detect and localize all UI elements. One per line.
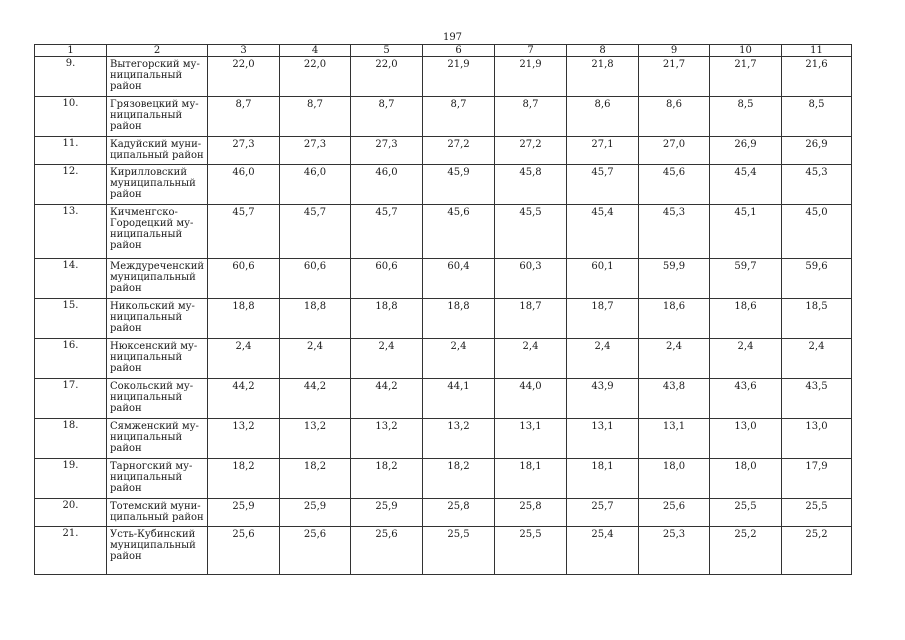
value-cell: 18,0 bbox=[710, 459, 782, 499]
value-cell: 18,8 bbox=[351, 299, 423, 339]
value-cell: 43,8 bbox=[639, 379, 710, 419]
value-cell: 2,4 bbox=[280, 339, 351, 379]
value-cell: 60,6 bbox=[280, 259, 351, 299]
value-cell: 59,9 bbox=[639, 259, 710, 299]
row-number: 9. bbox=[35, 57, 107, 97]
value-cell: 8,7 bbox=[423, 97, 495, 137]
district-name: Нюксенский му- ниципальный район bbox=[107, 339, 208, 379]
value-cell: 45,8 bbox=[495, 165, 567, 205]
value-cell: 44,2 bbox=[280, 379, 351, 419]
value-cell: 27,3 bbox=[280, 137, 351, 165]
value-cell: 27,1 bbox=[567, 137, 639, 165]
value-cell: 45,3 bbox=[782, 165, 852, 205]
value-cell: 45,3 bbox=[639, 205, 710, 259]
row-number: 12. bbox=[35, 165, 107, 205]
value-cell: 21,8 bbox=[567, 57, 639, 97]
value-cell: 44,2 bbox=[351, 379, 423, 419]
column-header: 2 bbox=[107, 45, 208, 57]
district-name: Сокольский му- ниципальный район bbox=[107, 379, 208, 419]
value-cell: 18,2 bbox=[351, 459, 423, 499]
value-cell: 21,7 bbox=[710, 57, 782, 97]
value-cell: 13,2 bbox=[208, 419, 280, 459]
column-header: 8 bbox=[567, 45, 639, 57]
district-name: Тотемский муни- ципальный район bbox=[107, 499, 208, 527]
value-cell: 18,5 bbox=[782, 299, 852, 339]
value-cell: 27,2 bbox=[423, 137, 495, 165]
district-name: Сямженский му- ниципальный район bbox=[107, 419, 208, 459]
district-name: Никольский му- ниципальный район bbox=[107, 299, 208, 339]
value-cell: 25,4 bbox=[567, 527, 639, 575]
value-cell: 25,2 bbox=[710, 527, 782, 575]
value-cell: 44,1 bbox=[423, 379, 495, 419]
value-cell: 13,1 bbox=[567, 419, 639, 459]
table-row bbox=[35, 97, 852, 137]
table-row bbox=[35, 379, 852, 419]
column-header: 11 bbox=[782, 45, 852, 57]
value-cell: 13,0 bbox=[710, 419, 782, 459]
value-cell: 60,4 bbox=[423, 259, 495, 299]
value-cell: 25,2 bbox=[782, 527, 852, 575]
value-cell: 18,2 bbox=[208, 459, 280, 499]
value-cell: 45,7 bbox=[208, 205, 280, 259]
district-name: Вытегорский му- ниципальный район bbox=[107, 57, 208, 97]
district-name: Усть-Кубинский муниципальный район bbox=[107, 527, 208, 575]
value-cell: 43,6 bbox=[710, 379, 782, 419]
value-cell: 17,9 bbox=[782, 459, 852, 499]
value-cell: 46,0 bbox=[351, 165, 423, 205]
value-cell: 21,9 bbox=[423, 57, 495, 97]
value-cell: 8,7 bbox=[208, 97, 280, 137]
row-number: 14. bbox=[35, 259, 107, 299]
value-cell: 26,9 bbox=[710, 137, 782, 165]
column-header: 3 bbox=[208, 45, 280, 57]
row-number: 19. bbox=[35, 459, 107, 499]
value-cell: 45,7 bbox=[351, 205, 423, 259]
value-cell: 43,5 bbox=[782, 379, 852, 419]
value-cell: 45,6 bbox=[639, 165, 710, 205]
value-cell: 25,6 bbox=[351, 527, 423, 575]
value-cell: 25,5 bbox=[782, 499, 852, 527]
column-header: 6 bbox=[423, 45, 495, 57]
table-header-row bbox=[35, 45, 852, 57]
value-cell: 2,4 bbox=[782, 339, 852, 379]
row-number: 11. bbox=[35, 137, 107, 165]
value-cell: 21,7 bbox=[639, 57, 710, 97]
value-cell: 8,7 bbox=[351, 97, 423, 137]
district-name: Кадуйский муни- ципальный район bbox=[107, 137, 208, 165]
value-cell: 18,2 bbox=[423, 459, 495, 499]
value-cell: 8,5 bbox=[782, 97, 852, 137]
value-cell: 25,5 bbox=[495, 527, 567, 575]
value-cell: 25,6 bbox=[208, 527, 280, 575]
value-cell: 25,5 bbox=[710, 499, 782, 527]
row-number: 15. bbox=[35, 299, 107, 339]
value-cell: 59,6 bbox=[782, 259, 852, 299]
value-cell: 45,7 bbox=[567, 165, 639, 205]
table-row bbox=[35, 259, 852, 299]
value-cell: 27,2 bbox=[495, 137, 567, 165]
value-cell: 18,2 bbox=[280, 459, 351, 499]
value-cell: 25,3 bbox=[639, 527, 710, 575]
value-cell: 45,4 bbox=[710, 165, 782, 205]
district-name: Тарногский му- ниципальный район bbox=[107, 459, 208, 499]
district-name: Кирилловский муниципальный район bbox=[107, 165, 208, 205]
value-cell: 25,8 bbox=[495, 499, 567, 527]
value-cell: 45,5 bbox=[495, 205, 567, 259]
value-cell: 13,2 bbox=[280, 419, 351, 459]
column-header: 10 bbox=[710, 45, 782, 57]
table-row bbox=[35, 205, 852, 259]
table-row bbox=[35, 299, 852, 339]
value-cell: 2,4 bbox=[423, 339, 495, 379]
row-number: 16. bbox=[35, 339, 107, 379]
value-cell: 18,7 bbox=[495, 299, 567, 339]
row-number: 20. bbox=[35, 499, 107, 527]
value-cell: 45,1 bbox=[710, 205, 782, 259]
value-cell: 45,7 bbox=[280, 205, 351, 259]
value-cell: 13,0 bbox=[782, 419, 852, 459]
value-cell: 13,2 bbox=[351, 419, 423, 459]
value-cell: 43,9 bbox=[567, 379, 639, 419]
column-header: 5 bbox=[351, 45, 423, 57]
value-cell: 59,7 bbox=[710, 259, 782, 299]
value-cell: 21,9 bbox=[495, 57, 567, 97]
value-cell: 13,2 bbox=[423, 419, 495, 459]
value-cell: 2,4 bbox=[567, 339, 639, 379]
value-cell: 44,0 bbox=[495, 379, 567, 419]
column-header: 9 bbox=[639, 45, 710, 57]
value-cell: 25,9 bbox=[351, 499, 423, 527]
value-cell: 18,7 bbox=[567, 299, 639, 339]
table-row bbox=[35, 137, 852, 165]
value-cell: 60,6 bbox=[351, 259, 423, 299]
value-cell: 27,3 bbox=[208, 137, 280, 165]
value-cell: 21,6 bbox=[782, 57, 852, 97]
column-header: 7 bbox=[495, 45, 567, 57]
value-cell: 44,2 bbox=[208, 379, 280, 419]
value-cell: 18,1 bbox=[495, 459, 567, 499]
value-cell: 25,6 bbox=[280, 527, 351, 575]
value-cell: 45,4 bbox=[567, 205, 639, 259]
value-cell: 22,0 bbox=[208, 57, 280, 97]
value-cell: 18,8 bbox=[208, 299, 280, 339]
value-cell: 2,4 bbox=[495, 339, 567, 379]
value-cell: 45,9 bbox=[423, 165, 495, 205]
page-number: 197 bbox=[442, 32, 463, 43]
value-cell: 25,9 bbox=[280, 499, 351, 527]
value-cell: 18,1 bbox=[567, 459, 639, 499]
value-cell: 13,1 bbox=[495, 419, 567, 459]
data-table bbox=[34, 44, 852, 575]
value-cell: 25,8 bbox=[423, 499, 495, 527]
table-row bbox=[35, 57, 852, 97]
table-row bbox=[35, 419, 852, 459]
value-cell: 2,4 bbox=[639, 339, 710, 379]
district-name: Грязовецкий му- ниципальный район bbox=[107, 97, 208, 137]
value-cell: 25,9 bbox=[208, 499, 280, 527]
value-cell: 18,6 bbox=[639, 299, 710, 339]
value-cell: 8,6 bbox=[567, 97, 639, 137]
value-cell: 45,0 bbox=[782, 205, 852, 259]
value-cell: 25,6 bbox=[639, 499, 710, 527]
row-number: 18. bbox=[35, 419, 107, 459]
value-cell: 26,9 bbox=[782, 137, 852, 165]
column-header: 4 bbox=[280, 45, 351, 57]
value-cell: 25,5 bbox=[423, 527, 495, 575]
value-cell: 27,0 bbox=[639, 137, 710, 165]
table-row bbox=[35, 165, 852, 205]
value-cell: 13,1 bbox=[639, 419, 710, 459]
value-cell: 60,3 bbox=[495, 259, 567, 299]
value-cell: 22,0 bbox=[351, 57, 423, 97]
value-cell: 60,6 bbox=[208, 259, 280, 299]
table-row bbox=[35, 339, 852, 379]
table-row bbox=[35, 527, 852, 575]
column-header: 1 bbox=[35, 45, 107, 57]
value-cell: 2,4 bbox=[208, 339, 280, 379]
value-cell: 27,3 bbox=[351, 137, 423, 165]
value-cell: 25,7 bbox=[567, 499, 639, 527]
row-number: 21. bbox=[35, 527, 107, 575]
value-cell: 46,0 bbox=[280, 165, 351, 205]
district-name: Кичменгско- Городецкий му- ниципальный район bbox=[107, 205, 208, 259]
value-cell: 18,6 bbox=[710, 299, 782, 339]
value-cell: 60,1 bbox=[567, 259, 639, 299]
value-cell: 18,8 bbox=[280, 299, 351, 339]
district-name: Междуреченский муниципальный район bbox=[107, 259, 208, 299]
value-cell: 22,0 bbox=[280, 57, 351, 97]
value-cell: 18,8 bbox=[423, 299, 495, 339]
row-number: 10. bbox=[35, 97, 107, 137]
value-cell: 8,5 bbox=[710, 97, 782, 137]
value-cell: 8,6 bbox=[639, 97, 710, 137]
value-cell: 8,7 bbox=[495, 97, 567, 137]
row-number: 13. bbox=[35, 205, 107, 259]
row-number: 17. bbox=[35, 379, 107, 419]
value-cell: 8,7 bbox=[280, 97, 351, 137]
value-cell: 18,0 bbox=[639, 459, 710, 499]
value-cell: 46,0 bbox=[208, 165, 280, 205]
table-row bbox=[35, 499, 852, 527]
value-cell: 2,4 bbox=[710, 339, 782, 379]
value-cell: 2,4 bbox=[351, 339, 423, 379]
table-row bbox=[35, 459, 852, 499]
value-cell: 45,6 bbox=[423, 205, 495, 259]
